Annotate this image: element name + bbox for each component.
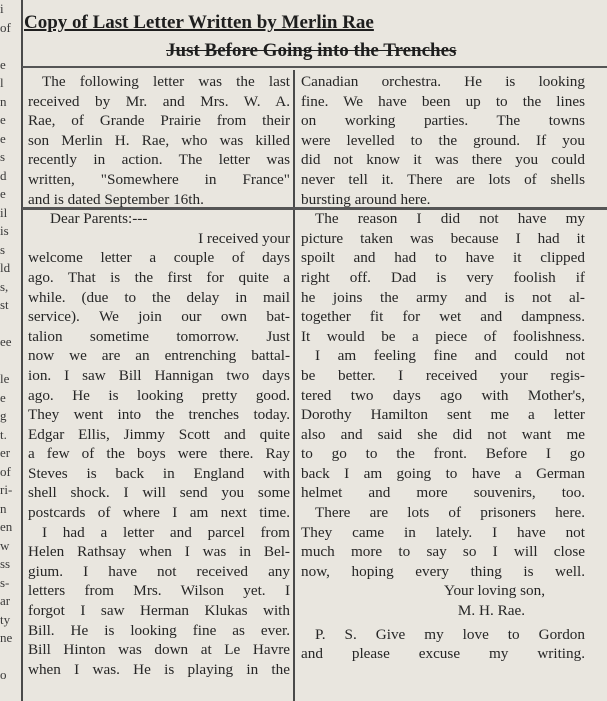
letter-line: postcards of where I am next time. — [28, 504, 290, 522]
fragment-text: ld — [0, 260, 11, 275]
fragment-text: of — [0, 463, 11, 479]
fragment-text: s — [0, 149, 6, 164]
letter-line: to go to the front. Before I go — [301, 445, 585, 463]
letter-line: Dear Parents:--- — [50, 210, 148, 228]
letter-line: shell shock. I will send you some — [28, 484, 290, 502]
letter-line: They went into the trenches today. — [28, 406, 290, 424]
letter-line: never tell it. There are lots of shells — [301, 170, 585, 188]
letter-line: service). We join our own bat- — [28, 308, 290, 326]
letter-line: I received your — [198, 229, 290, 247]
letter-line: The reason I did not have my — [315, 210, 585, 228]
letter-line: now we are an entrenching battal- — [28, 347, 290, 365]
fragment-text: is — [0, 223, 9, 238]
fragment-text: le — [0, 371, 10, 386]
letter-line: Rae, of Grande Prairie from their — [28, 112, 290, 130]
letter-line: helmet and more souvenirs, too. — [301, 484, 585, 502]
fragment-text: ee — [0, 334, 12, 349]
fragment-text: s, — [0, 278, 9, 294]
letter-line: Your loving son, — [444, 582, 545, 600]
letter-line: Bill Hinton was down at Le Havre — [28, 641, 290, 659]
headline-rule — [22, 66, 607, 68]
letter-line: a few of the boys were there. Ray — [28, 445, 290, 463]
letter-line: received by Mr. and Mrs. W. A. — [28, 92, 290, 110]
fragment-text: ar — [0, 593, 11, 608]
letter-line: ago. That is the first for quite a — [28, 268, 290, 286]
fragment-text — [0, 352, 20, 371]
fragment-text — [0, 37, 20, 56]
letter-line: ion. I saw Bill Hannigan two days — [28, 366, 290, 384]
fragment-text: g — [0, 408, 7, 423]
letter-line: forgot I saw Herman Klukas with — [28, 602, 290, 620]
letter-line: back I am going to have a German — [301, 464, 585, 482]
letter-line: fine. We have been up to the lines — [301, 92, 585, 110]
letter-line: he joins the army and is not al- — [301, 288, 585, 306]
fragment-text: e — [0, 389, 6, 405]
fragment-text: o — [0, 667, 7, 682]
fragment-text: n — [0, 500, 7, 516]
fragment-text: s — [0, 241, 6, 257]
letter-line: Edgar Ellis, Jimmy Scott and quite — [28, 425, 290, 443]
letter-line: There are lots of prisoners here. — [315, 504, 585, 522]
letter-line: P. S. Give my love to Gordon — [315, 625, 585, 643]
letter-line: bursting around here. — [301, 190, 431, 208]
letter-line: The following letter was the last — [42, 73, 290, 90]
letter-line: and please excuse my writing. — [301, 645, 585, 663]
adjacent-column-fragments — [0, 0, 20, 701]
fragment-text: e — [0, 130, 6, 146]
letter-line: did not know it was there you could — [301, 151, 585, 169]
fragment-text: n — [0, 93, 7, 109]
letter-line: also and said she did not want me — [301, 425, 585, 443]
letter-line: son Merlin H. Rae, who was killed — [28, 131, 290, 149]
fragment-text: ne — [0, 630, 13, 645]
letter-line: Helen Rathsay when I was in Bel- — [28, 543, 290, 561]
center-column-divider — [293, 70, 295, 701]
fragment-text: en — [0, 519, 13, 534]
letter-line: I am feeling fine and could not — [315, 347, 585, 365]
letter-line: ago. He is looking pretty good. — [28, 386, 290, 404]
letter-line: Canadian orchestra. He is looking — [301, 73, 585, 90]
letter-line: when I was. He is playing in the — [28, 660, 290, 678]
letter-line: tered two days ago with Mother's, — [301, 386, 585, 404]
letter-line: It would be a piece of foolishness. — [301, 327, 585, 345]
letter-line: on working parties. The towns — [301, 112, 585, 130]
fragment-text: s- — [0, 574, 10, 590]
fragment-text: l — [0, 75, 4, 90]
letter-line: I had a letter and parcel from — [42, 523, 290, 541]
letter-line: be better. I received your regis- — [301, 366, 585, 384]
fragment-text: e — [0, 56, 6, 72]
fragment-text — [0, 315, 20, 334]
letter-line: spoilt and had to have it clipped — [301, 249, 585, 267]
letter-line: Dorothy Hamilton sent me a letter — [301, 406, 585, 424]
fragment-text — [0, 648, 20, 667]
fragment-text: er — [0, 445, 11, 460]
letter-line: M. H. Rae. — [457, 602, 525, 620]
fragment-text: w — [0, 537, 10, 553]
letter-line: together fit for wet and dampness. — [301, 308, 585, 326]
headline-line-2: Just Before Going into the Trenches — [166, 40, 457, 61]
letter-line: were levelled to the ground. If you — [301, 131, 585, 149]
letter-line: talion sometime tomorrow. Just — [28, 327, 290, 345]
letter-line: picture taken was because I had it — [301, 229, 585, 247]
letter-line: gium. I have not received any — [28, 562, 290, 580]
letter-line: Steves is back in England with — [28, 464, 290, 482]
fragment-text: d — [0, 167, 7, 183]
headline-line-1: Copy of Last Letter Written by Merlin Rae — [24, 12, 374, 33]
fragment-text: t. — [0, 426, 7, 442]
fragment-text: of — [0, 19, 11, 35]
letter-line: They came in lately. I have not — [301, 523, 585, 541]
letter-line: Bill. He is looking fine as ever. — [28, 621, 290, 639]
letter-line: and is dated September 16th. — [28, 190, 204, 208]
fragment-text: il — [0, 204, 8, 220]
fragment-text: ri- — [0, 482, 13, 497]
letter-left-column — [28, 72, 290, 679]
fragment-text: e — [0, 186, 6, 201]
letter-line: welcome letter a couple of days — [28, 249, 290, 267]
fragment-text: ty — [0, 611, 11, 627]
letter-line: written, "Somewhere in France" — [28, 170, 290, 188]
left-column-divider — [21, 0, 23, 701]
letter-line: while. (due to the delay in mail — [28, 288, 290, 306]
letter-right-column — [301, 72, 585, 664]
fragment-text: e — [0, 112, 6, 127]
fragment-text: ss — [0, 556, 11, 571]
letter-line: recently in action. The letter was — [28, 151, 290, 169]
letter-line: much more to say so I will close — [301, 543, 585, 561]
fragment-text: i — [0, 1, 4, 16]
letter-line: letters from Mrs. Wilson yet. I — [28, 582, 290, 600]
letter-line: now, hoping every thing is well. — [301, 562, 585, 580]
fragment-text: st — [0, 297, 9, 312]
letter-line: right off. Dad is very foolish if — [301, 268, 585, 286]
